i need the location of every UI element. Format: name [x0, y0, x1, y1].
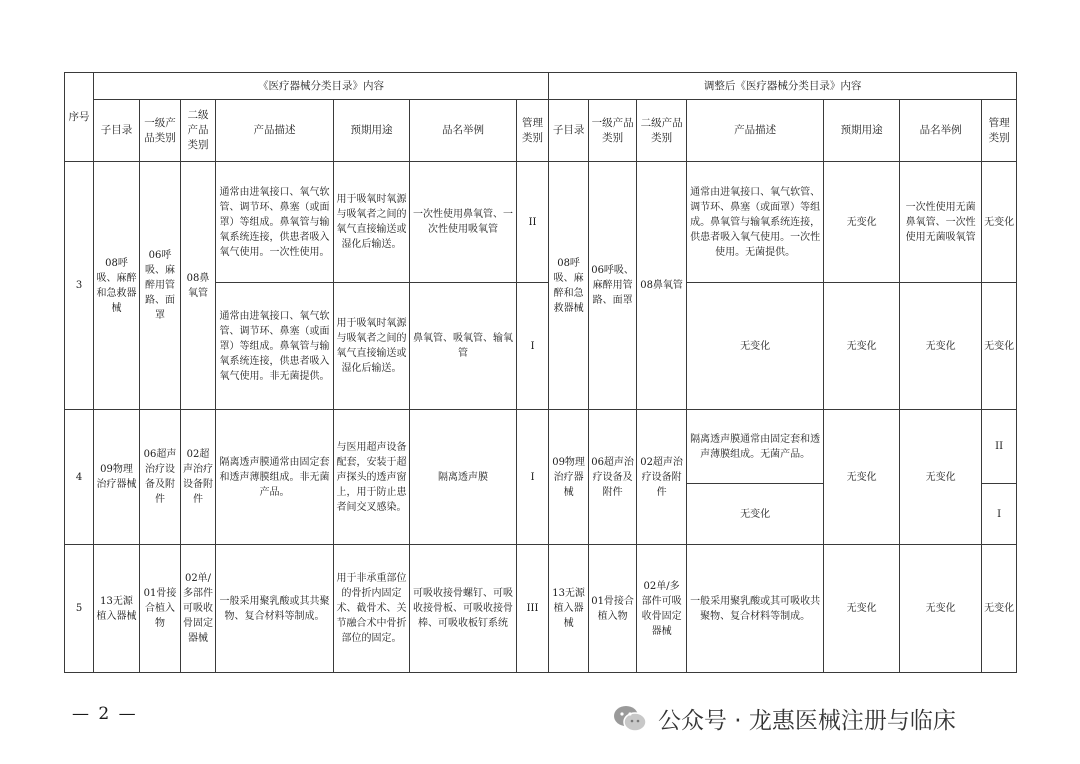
watermark-text: 公众号 · 龙惠医械注册与临床 — [658, 708, 956, 734]
wechat-icon — [612, 704, 648, 734]
cell-examples: 隔离透声膜 — [410, 410, 517, 545]
cell-new-examples: 无变化 — [900, 545, 982, 673]
cell-new-class: 无变化 — [982, 283, 1017, 410]
row-seq: 5 — [65, 545, 94, 673]
cell-new-examples: 无变化 — [900, 283, 982, 410]
cell-new-examples: 一次性使用无菌鼻氧管、一次性使用无菌吸氧管 — [900, 162, 982, 283]
cell-subcatalog: 13无源植入器械 — [94, 545, 140, 673]
cell-subcatalog: 09物理治疗器械 — [94, 410, 140, 545]
cell-class: III — [517, 545, 549, 673]
cell-new-subcatalog: 13无源植入器械 — [549, 545, 589, 673]
header-seq: 序号 — [65, 73, 94, 162]
cell-new-category-2: 02单/多部件可吸收骨固定器械 — [637, 545, 687, 673]
cell-intended-use: 用于非承重部位的骨折内固定术、截骨术、关节融合术中骨折部位的固定。 — [334, 545, 410, 673]
cell-class: II — [517, 162, 549, 283]
cell-new-category-1: 06超声治疗设备及附件 — [589, 410, 637, 545]
header-left-col: 子目录 — [94, 100, 140, 162]
cell-new-intended-use: 无变化 — [824, 545, 900, 673]
cell-category-1: 06呼吸、麻醉用管路、面罩 — [140, 162, 181, 410]
cell-subcatalog: 08呼吸、麻醉和急救器械 — [94, 162, 140, 410]
cell-description: 通常由进氧接口、氧气软管、调节环、鼻塞（或面罩）等组成。鼻氧管与输氧系统连接，供患者吸入氧气使用。非无菌提供。 — [216, 283, 334, 410]
cell-new-intended-use: 无变化 — [824, 410, 900, 545]
cell-new-class: 无变化 — [982, 545, 1017, 673]
cell-new-category-1: 06呼吸、麻醉用管路、面罩 — [589, 162, 637, 410]
cell-new-description: 无变化 — [687, 283, 824, 410]
header-left-col: 管理类别 — [517, 100, 549, 162]
header-right-group: 调整后《医疗器械分类目录》内容 — [549, 73, 1017, 100]
cell-examples: 一次性使用鼻氧管、一次性使用吸氧管 — [410, 162, 517, 283]
header-right-col: 产品描述 — [687, 100, 824, 162]
cell-category-2: 02单/多部件可吸收骨固定器械 — [181, 545, 216, 673]
watermark — [612, 702, 956, 735]
cell-new-class: I — [982, 484, 1017, 545]
header-left-col: 一级产品类别 — [140, 100, 181, 162]
cell-examples: 鼻氧管、吸氧管、输氧管 — [410, 283, 517, 410]
cell-new-description: 通常由进氧接口、氧气软管、调节环、鼻塞（或面罩）等组成。鼻氧管与输氧系统连接，供患者吸入氧气使用。一次性使用。无菌提供。 — [687, 162, 824, 283]
page-number: — 2 — — [72, 704, 138, 724]
cell-new-category-2: 08鼻氧管 — [637, 162, 687, 410]
cell-description: 通常由进氧接口、氧气软管、调节环、鼻塞（或面罩）等组成。鼻氧管与输氧系统连接，供患者吸入氧气使用。一次性使用。 — [216, 162, 334, 283]
cell-new-description: 无变化 — [687, 484, 824, 545]
cell-intended-use: 与医用超声设备配套，安装于超声探头的透声窗上，用于防止患者间交叉感染。 — [334, 410, 410, 545]
cell-category-1: 01骨接合植入物 — [140, 545, 181, 673]
cell-new-class: II — [982, 410, 1017, 484]
cell-class: I — [517, 410, 549, 545]
header-left-col: 二级产品类别 — [181, 100, 216, 162]
cell-description: 隔离透声膜通常由固定套和透声薄膜组成。非无菌产品。 — [216, 410, 334, 545]
cell-category-1: 06超声治疗设备及附件 — [140, 410, 181, 545]
header-left-col: 品名举例 — [410, 100, 517, 162]
cell-new-category-1: 01骨接合植入物 — [589, 545, 637, 673]
header-left-col: 预期用途 — [334, 100, 410, 162]
cell-new-subcatalog: 08呼吸、麻醉和急救器械 — [549, 162, 589, 410]
cell-new-class: 无变化 — [982, 162, 1017, 283]
cell-new-category-2: 02超声治疗设备附件 — [637, 410, 687, 545]
header-left-group: 《医疗器械分类目录》内容 — [94, 73, 549, 100]
header-right-col: 子目录 — [549, 100, 589, 162]
cell-new-description: 一般采用聚乳酸或其可吸收共聚物、复合材料等制成。 — [687, 545, 824, 673]
classification-table — [64, 72, 1017, 673]
header-right-col: 一级产品类别 — [589, 100, 637, 162]
cell-category-2: 08鼻氧管 — [181, 162, 216, 410]
row-seq: 4 — [65, 410, 94, 545]
cell-examples: 可吸收接骨螺钉、可吸收接骨板、可吸收接骨棒、可吸收板钉系统 — [410, 545, 517, 673]
header-right-col: 预期用途 — [824, 100, 900, 162]
cell-new-description: 隔离透声膜通常由固定套和透声薄膜组成。无菌产品。 — [687, 410, 824, 484]
cell-new-subcatalog: 09物理治疗器械 — [549, 410, 589, 545]
cell-new-intended-use: 无变化 — [824, 283, 900, 410]
header-left-col: 产品描述 — [216, 100, 334, 162]
header-right-col: 品名举例 — [900, 100, 982, 162]
cell-intended-use: 用于吸氧时氧源与吸氧者之间的氧气直接输送或湿化后输送。 — [334, 283, 410, 410]
cell-class: I — [517, 283, 549, 410]
cell-intended-use: 用于吸氧时氧源与吸氧者之间的氧气直接输送或湿化后输送。 — [334, 162, 410, 283]
cell-description: 一般采用聚乳酸或其共聚物、复合材料等制成。 — [216, 545, 334, 673]
row-seq: 3 — [65, 162, 94, 410]
cell-new-examples: 无变化 — [900, 410, 982, 545]
header-right-col: 管理类别 — [982, 100, 1017, 162]
header-right-col: 二级产品类别 — [637, 100, 687, 162]
cell-category-2: 02超声治疗设备附件 — [181, 410, 216, 545]
cell-new-intended-use: 无变化 — [824, 162, 900, 283]
